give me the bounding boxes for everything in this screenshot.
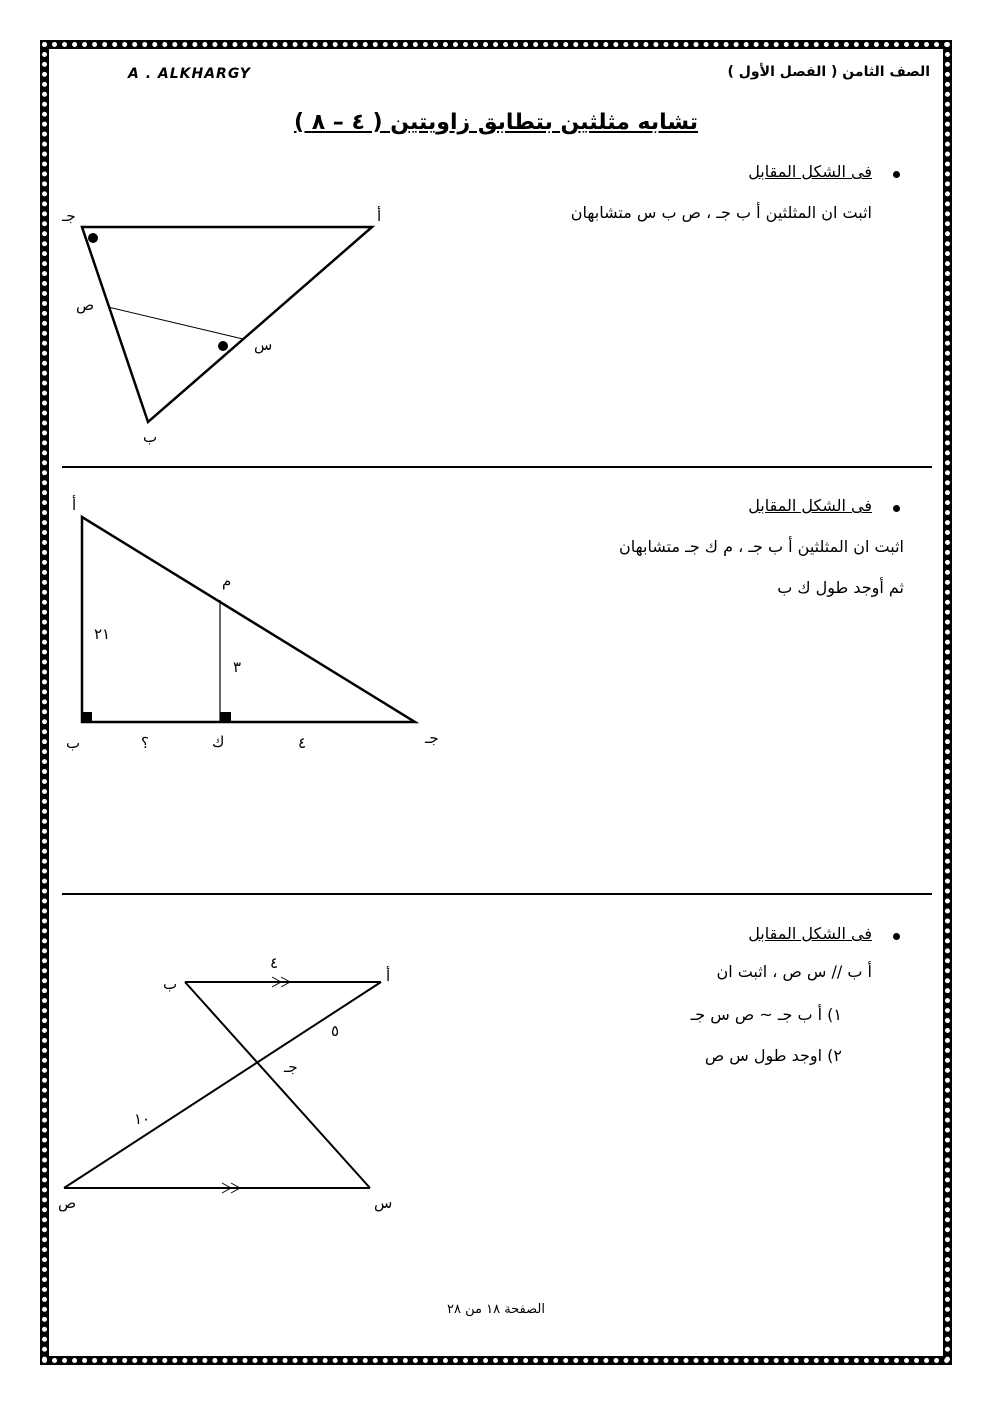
angle-mark-icon (88, 233, 98, 243)
vertex-label: جـ (425, 729, 439, 747)
q3-item2: ٢) اوجد طول س ص (704, 1046, 842, 1065)
author-name: A . ALKHARGY (128, 66, 251, 82)
figure-3 (64, 977, 381, 1193)
right-angle-icon (82, 712, 92, 722)
q3-heading: فى الشكل المقابل (748, 924, 872, 943)
length-label: ؟ (141, 734, 149, 752)
page-number: الصفحة ١٨ من ٢٨ (447, 1302, 545, 1317)
vertex-label: جـ (284, 1058, 298, 1076)
angle-mark-icon (218, 341, 228, 351)
q2-heading: فى الشكل المقابل (748, 496, 872, 515)
length-label: ٥ (331, 1022, 340, 1040)
q1-text: اثبت ان المثلثين أ ب جـ ، ص ب س متشابهان (570, 203, 872, 222)
vertex-label: ك (212, 733, 225, 751)
vertex-label: ب (66, 734, 81, 752)
length-label: ٤ (298, 734, 307, 752)
q2-text: اثبت ان المثلثين أ ب جـ ، م ك جـ متشابهان (619, 537, 904, 556)
vertex-label: ص (58, 1194, 77, 1212)
q3-item1: ١) أ ب جـ ~ ص س جـ (690, 1005, 842, 1024)
length-label: ١٠ (134, 1110, 151, 1128)
right-angle-icon (220, 712, 231, 722)
vertex-label: أ (386, 967, 391, 985)
page-title: تشابه مثلثين بتطابق زاويتين ( ٤ – ٨ ) (293, 110, 699, 135)
vertex-label: جـ (62, 207, 76, 225)
vertex-label: س (254, 336, 273, 354)
vertex-label: أ (377, 207, 382, 225)
vertex-label: س (374, 1194, 393, 1212)
figure-1 (82, 227, 372, 422)
length-label: ٤ (270, 954, 279, 972)
triangle-abc-2 (82, 517, 415, 722)
length-label: ٢١ (94, 625, 111, 643)
q1-heading: فى الشكل المقابل (748, 162, 872, 181)
segment-ap (64, 982, 381, 1188)
q3-given: أ ب // س ص ، اثبت ان (716, 962, 872, 981)
triangle-abc (82, 227, 372, 422)
vertex-label: م (222, 572, 232, 590)
q2-text2: ثم أوجد طول ك ب (777, 578, 904, 597)
vertex-label: ص (76, 296, 95, 314)
grade-label: الصف الثامن ( الفصل الأول ) (727, 64, 930, 80)
vertex-label: ب (163, 975, 178, 993)
length-label: ٣ (233, 658, 242, 676)
vertex-label: أ (72, 496, 77, 514)
vertex-label: ب (143, 428, 158, 446)
figure-2 (82, 517, 415, 722)
segment-bs (185, 982, 370, 1188)
segment-ps (108, 307, 243, 339)
